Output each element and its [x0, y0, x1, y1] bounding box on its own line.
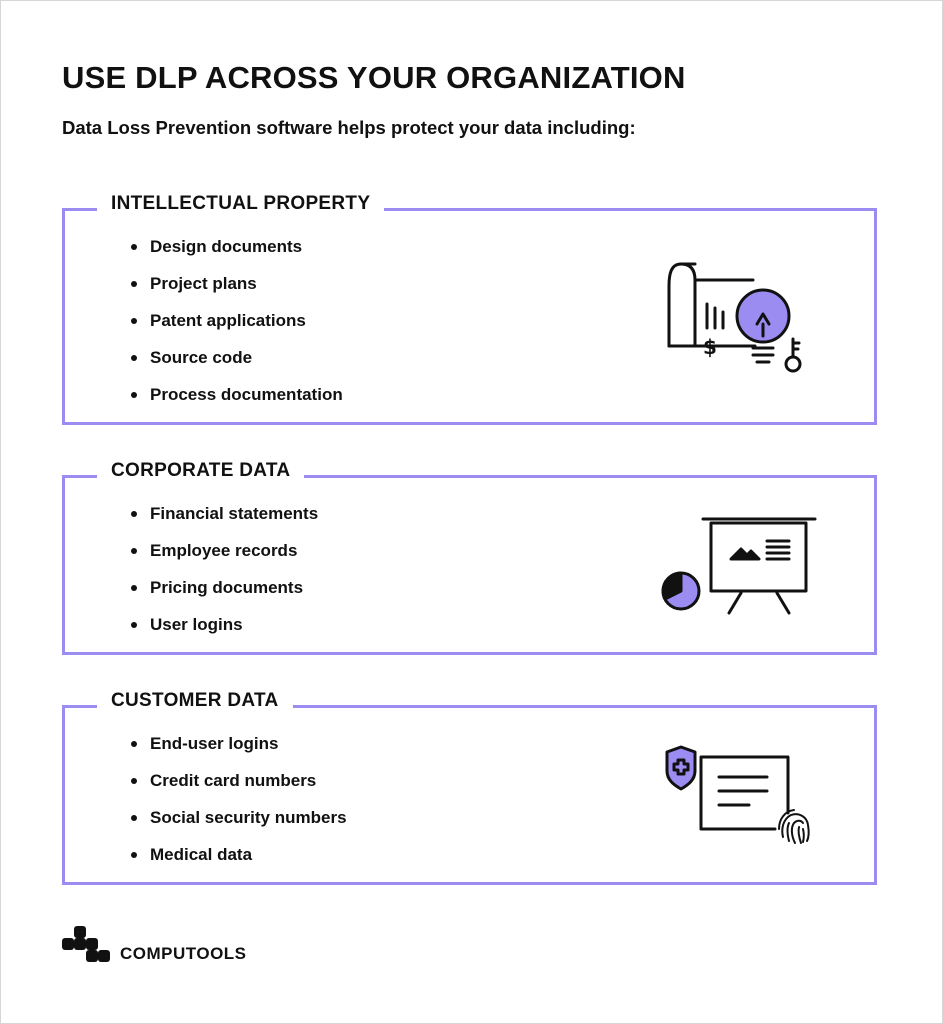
item-list — [131, 732, 347, 880]
medical-card-fingerprint-icon — [663, 743, 818, 848]
brand-name: COMPUTOOLS — [120, 944, 247, 963]
list-item: Financial statements — [131, 502, 318, 539]
list-item: Pricing documents — [131, 576, 318, 613]
page-subtitle: Data Loss Prevention software helps protect your data including: — [62, 117, 636, 138]
list-item: Social security numbers — [131, 806, 347, 843]
list-item: Patent applications — [131, 309, 343, 346]
section-title: CORPORATE DATA — [97, 459, 304, 483]
list-item: Process documentation — [131, 383, 343, 420]
computools-logo-icon — [62, 926, 110, 964]
list-item: Employee records — [131, 539, 318, 576]
page-title: USE DLP ACROSS YOUR ORGANIZATION — [62, 60, 686, 95]
section-customer-data — [62, 690, 877, 885]
section-corporate-data — [62, 460, 877, 655]
section-title: INTELLECTUAL PROPERTY — [97, 192, 384, 216]
item-list — [131, 235, 343, 420]
list-item: Medical data — [131, 843, 347, 880]
list-item: Source code — [131, 346, 343, 383]
section-intellectual-property — [62, 193, 877, 425]
lightbulb-blueprint-icon — [665, 256, 810, 381]
list-item: End-user logins — [131, 732, 347, 769]
list-item: Project plans — [131, 272, 343, 309]
list-item: Design documents — [131, 235, 343, 272]
item-list — [131, 502, 318, 650]
list-item: User logins — [131, 613, 318, 650]
presentation-board-icon — [659, 513, 819, 618]
list-item: Credit card numbers — [131, 769, 347, 806]
section-title: CUSTOMER DATA — [97, 689, 293, 713]
svg-text:$: $ — [703, 335, 717, 359]
